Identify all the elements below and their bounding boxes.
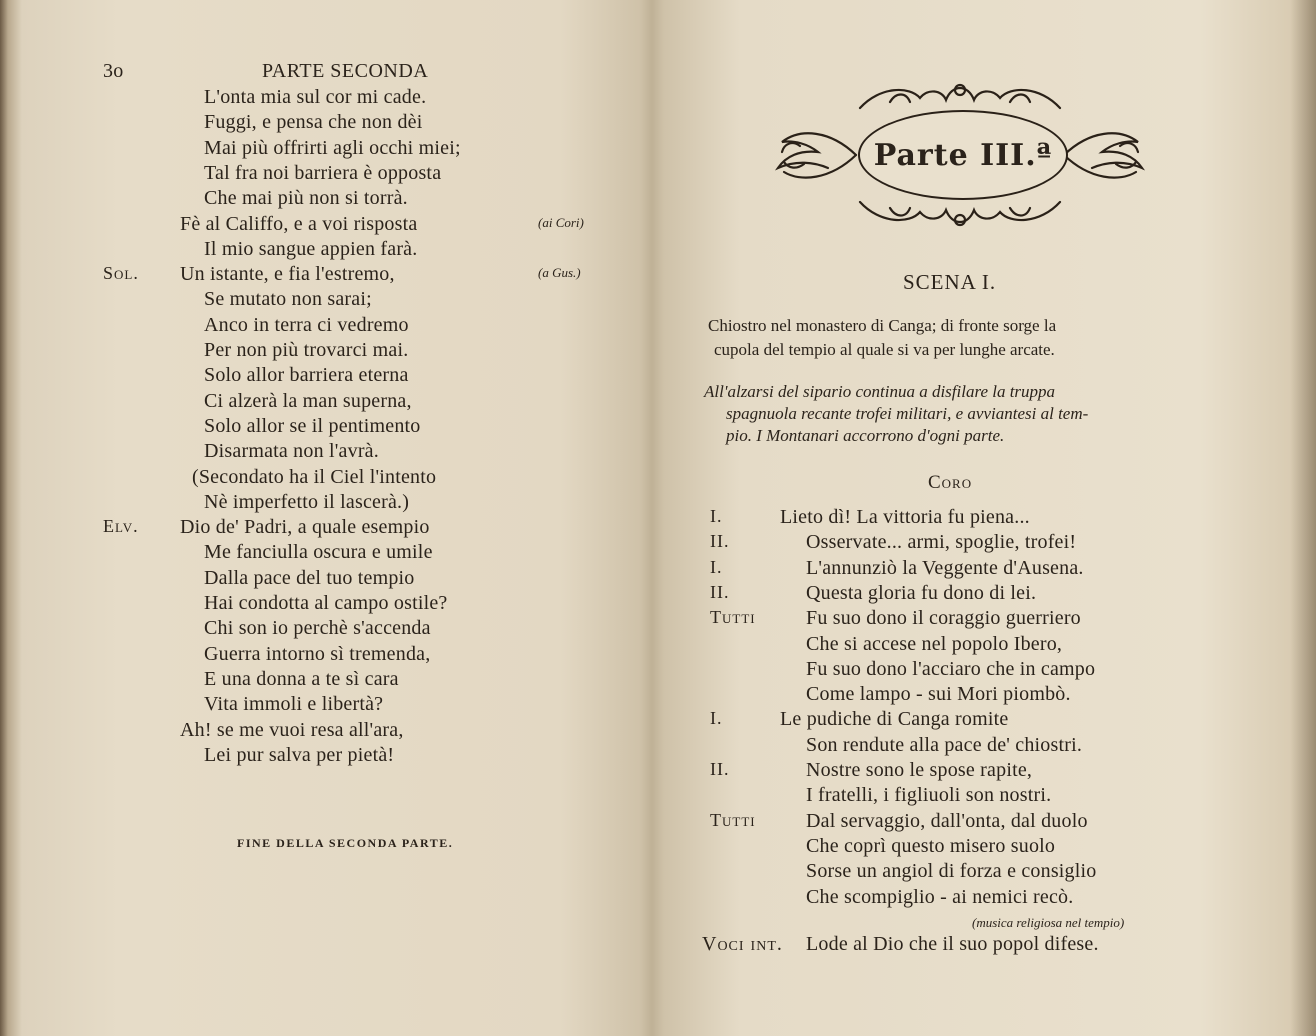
verse-line: L'annunziò la Veggente d'Ausena. — [806, 556, 1084, 579]
verse-line: Che scompiglio - ai nemici recò. — [806, 885, 1074, 908]
part-title-cartouche — [858, 110, 1068, 200]
running-head: PARTE SECONDA — [262, 60, 429, 82]
speaker-label: Tutti — [710, 809, 756, 830]
verse-line: Fè al Califfo, e a voi risposta — [180, 212, 418, 235]
scene-description-line-2: cupola del tempio al quale si va per lunghe arcate. — [714, 340, 1055, 359]
verse-line: Ah! se me vuoi resa all'ara, — [180, 718, 404, 741]
verse-line: Disarmata non l'avrà. — [204, 440, 379, 463]
stage-note: (a Gus.) — [538, 265, 581, 281]
verse-line: Ci alzerà la man superna, — [204, 389, 412, 412]
verse-line: Il mio sangue appien farà. — [204, 237, 418, 260]
part-title: Parte III.ª — [873, 137, 1053, 173]
verse-line: Un istante, e fia l'estremo, — [180, 263, 395, 286]
verse-line: Hai condotta al campo ostile? — [204, 592, 448, 614]
speaker-label: I. — [710, 708, 723, 729]
speaker-label: II. — [710, 581, 730, 602]
verse-line: Anco in terra ci vedremo — [204, 313, 409, 336]
speaker-label: I. — [710, 556, 723, 577]
verse-line: E una donna a te sì cara — [204, 667, 399, 690]
music-note: (musica religiosa nel tempio) — [972, 915, 1125, 930]
verse-line: Solo allor barriera eterna — [204, 364, 409, 387]
verse-line: Fu suo dono l'acciaro che in campo — [806, 657, 1096, 680]
verse-line: Lei pur salva per pietà! — [204, 743, 395, 766]
final-speaker: Voci int. — [702, 933, 783, 955]
verse-line: Dal servaggio, dall'onta, dal duolo — [806, 809, 1088, 832]
verse-line: Se mutato non sarai; — [204, 288, 372, 311]
verse-line: Come lampo - sui Mori piombò. — [806, 683, 1071, 706]
verse-line: Chi son io perchè s'accenda — [204, 617, 431, 640]
part-title-ornament — [770, 80, 1150, 230]
speaker-label: II. — [710, 531, 730, 552]
left-page — [0, 0, 650, 1036]
speaker-label: Elv. — [103, 516, 139, 537]
verse-line: Dio de' Padri, a quale esempio — [180, 516, 430, 539]
verse-line: (Secondato ha il Ciel l'intento — [192, 465, 437, 488]
verse-line: Le pudiche di Canga romite — [780, 708, 1009, 731]
end-of-part-note: FINE DELLA SECONDA PARTE. — [237, 836, 454, 850]
page-number: 3o — [103, 60, 124, 82]
verse-line: Solo allor se il pentimento — [204, 414, 421, 437]
verse-line: Che si accese nel popolo Ibero, — [806, 632, 1063, 655]
verse-line: Questa gloria fu dono di lei. — [806, 581, 1037, 604]
verse-line: Me fanciulla oscura e umile — [204, 541, 433, 564]
verse-line: Sorse un angiol di forza e consiglio — [806, 860, 1097, 883]
verse-line: Osservate... armi, spoglie, trofei! — [806, 531, 1077, 554]
scene-title: SCENA I. — [903, 270, 997, 294]
verse-line: Mai più offrirti agli occhi miei; — [204, 136, 461, 159]
verse-line: Che coprì questo misero suolo — [806, 834, 1056, 857]
speaker-label: Tutti — [710, 607, 756, 628]
verse-line: Son rendute alla pace de' chiostri. — [806, 733, 1083, 756]
verse-line: Fu suo dono il coraggio guerriero — [806, 607, 1081, 630]
final-line: Lode al Dio che il suo popol difese. — [806, 933, 1099, 955]
right-page — [660, 0, 1316, 1036]
speaker-label: Sol. — [103, 263, 139, 284]
speaker-label: I. — [710, 506, 723, 526]
stage-note: (ai Cori) — [538, 214, 584, 230]
verse-line: Che mai più non si torrà. — [204, 187, 408, 210]
verse-line: I fratelli, i figliuoli son nostri. — [806, 784, 1052, 807]
stage-direction-line-3: pio. I Montanari accorrono d'ogni parte. — [726, 426, 1005, 445]
verse-line: L'onta mia sul cor mi cade. — [204, 86, 427, 108]
scene-description-line-1: Chiostro nel monastero di Canga; di fronte sorge la — [708, 316, 1057, 335]
verse-line: Nè imperfetto il lascerà.) — [204, 490, 410, 513]
verse-line: Dalla pace del tuo tempio — [204, 566, 415, 589]
stage-direction-line-1: All'alzarsi del sipario continua a disfilare la truppa — [704, 382, 1056, 401]
chorus-heading: Coro — [928, 472, 973, 493]
verse-line: Tal fra noi barriera è opposta — [204, 161, 442, 184]
verse-line: Lieto dì! La vittoria fu piena... — [780, 506, 1030, 528]
speaker-label: II. — [710, 759, 730, 779]
verse-line: Vita immoli e libertà? — [204, 693, 384, 716]
verse-line: Guerra intorno sì tremenda, — [204, 642, 431, 665]
stage-direction-line-2: spagnuola recante trofei militari, e avviantesi al tem- — [726, 404, 1089, 423]
verse-line: Nostre sono le spose rapite, — [806, 759, 1033, 781]
verse-line: Fuggi, e pensa che non dèi — [204, 111, 423, 134]
verse-line: Per non più trovarci mai. — [204, 339, 409, 361]
